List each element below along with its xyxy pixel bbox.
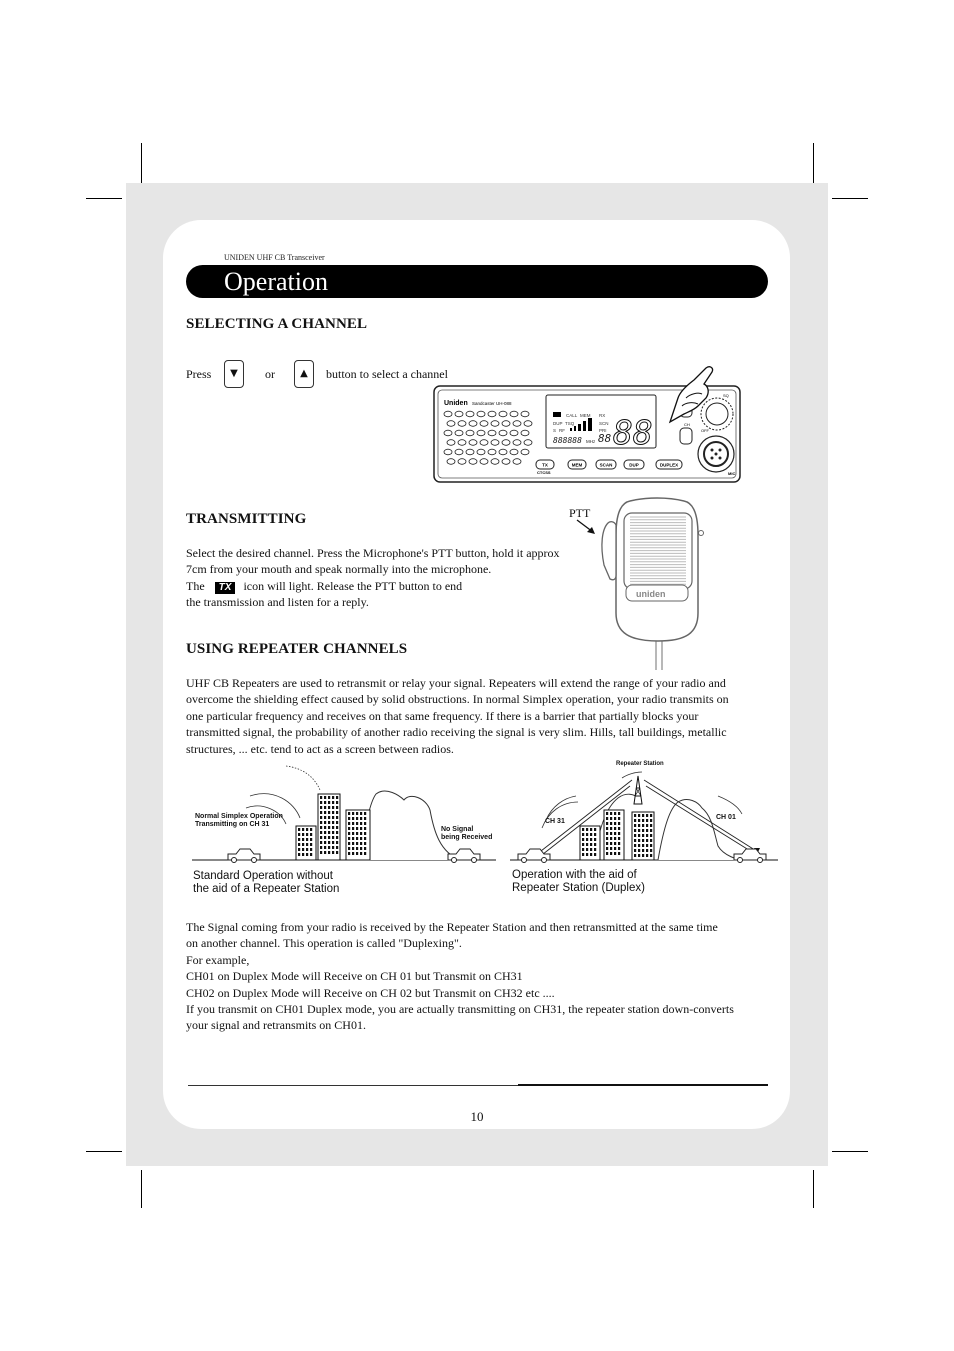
- microphone-illustration: [590, 495, 710, 675]
- diagram-label: Transmitting on CH 31: [195, 821, 270, 828]
- text-line: the transmission and listen for a reply.: [186, 595, 369, 610]
- crop-mark: [141, 1170, 142, 1208]
- svg-text:DUP: DUP: [629, 462, 639, 468]
- footer-rule: [188, 1085, 518, 1086]
- text-span: The: [186, 578, 205, 593]
- building-icon: [346, 810, 370, 860]
- car-icon: [228, 849, 260, 863]
- ctcss-label: CTCSS: [537, 470, 551, 475]
- diagram-label: CH 01: [716, 814, 736, 821]
- svg-text:MEM: MEM: [571, 462, 583, 468]
- diagram-caption: Operation with the aid of: [512, 869, 637, 881]
- radio-button: [568, 460, 586, 469]
- page-title: Operation: [224, 267, 328, 296]
- text-line: Select the desired channel. Press the Microphone's PTT button, hold it approx: [186, 546, 560, 560]
- crop-mark: [86, 198, 122, 199]
- repeater-heading: USING REPEATER CHANNELS: [186, 641, 408, 657]
- lcd-indicator: SCN: [599, 421, 609, 426]
- diagram-caption: Repeater Station (Duplex): [512, 882, 645, 894]
- radio-brand: Uniden: [444, 400, 468, 407]
- diagram-label: No Signal: [441, 826, 474, 833]
- lcd-indicator: CALL: [566, 413, 578, 418]
- knob-label: SQ: [723, 393, 729, 398]
- text-line: on another channel. This operation is called "Duplexing".: [186, 936, 462, 951]
- channel-down-key-icon: ▼: [224, 360, 244, 388]
- ptt-label: PTT: [569, 506, 591, 520]
- running-title: UNIDEN UHF CB Transceiver: [224, 253, 325, 262]
- ptt-button-icon: [602, 522, 616, 580]
- transmitting-heading: TRANSMITTING: [186, 511, 307, 527]
- lcd-indicator: TSQ: [565, 421, 575, 426]
- building-icon: [632, 812, 654, 860]
- text-line: CH02 on Duplex Mode will Receive on CH 02 but Transmit on CH32 etc ....: [186, 985, 555, 1000]
- radio-button: [624, 460, 644, 469]
- car-icon: [734, 849, 766, 863]
- crop-mark: [813, 1170, 814, 1208]
- radio-button: [596, 460, 616, 469]
- channel-up-key-icon: ▲: [294, 360, 314, 388]
- text-line: overcome the shielding effect caused by solid obstructions. In normal Simplex operation, your radio transmits on: [186, 692, 729, 707]
- buildings: [580, 810, 654, 860]
- diagram-label: being Received: [441, 834, 493, 841]
- text-line: [186, 578, 586, 594]
- lcd-indicator: PRI: [599, 428, 607, 433]
- text-span: icon will light. Release the PTT button to end: [243, 578, 463, 593]
- text-line: CH01 on Duplex Mode will Receive on CH 01 but Transmit on CH31: [186, 969, 523, 984]
- svg-text:DUPLEX: DUPLEX: [659, 462, 679, 468]
- or-label: or: [265, 367, 275, 381]
- knob-label: OFF: [701, 428, 709, 433]
- lcd-small-digits: 88: [598, 432, 612, 445]
- radio-model: Sandcaster UH-088: [472, 401, 512, 406]
- repeater-paragraph: [186, 675, 766, 757]
- tx-indicator-icon: [553, 412, 561, 417]
- building-icon: [296, 826, 316, 860]
- text-line: transmitted signal, the probability of another radio receiving the signal is very slim. Hills, tall buildings, metallic: [186, 725, 727, 740]
- crop-mark: [832, 1151, 868, 1152]
- duplex-paragraph: [186, 919, 766, 1034]
- diagram-label: Normal Simplex Operation: [195, 813, 283, 820]
- knob-label: CH: [684, 422, 690, 427]
- page-number: 10: [470, 1109, 484, 1124]
- footer-rule: [518, 1084, 768, 1086]
- text-line: structures, ... etc. tend to act as a screen between radios.: [186, 741, 454, 756]
- text-line: your signal and retransmits on CH01.: [186, 1018, 366, 1033]
- text-line: If you transmit on CH01 Duplex mode, you are actually transmitting on CH31, the repeater station down-converts: [186, 1002, 734, 1017]
- diagram-caption: Standard Operation without: [193, 870, 334, 882]
- car-icon: [448, 849, 480, 863]
- mic-brand: uniden: [636, 589, 666, 599]
- text-line: 7cm from your mouth and speak normally into the microphone.: [186, 562, 492, 577]
- lcd-indicator: RF: [559, 428, 565, 433]
- signal-meter-icon: [588, 418, 592, 431]
- building-icon: [604, 810, 624, 860]
- radio-button: [656, 460, 682, 469]
- lcd-indicator: MEM: [580, 413, 591, 418]
- radio-button: [536, 460, 554, 469]
- diagram-label: CH 31: [545, 818, 565, 825]
- buildings: [296, 794, 370, 860]
- tx-icon: TX: [215, 582, 236, 594]
- lcd-indicator: S: [553, 428, 557, 433]
- text-line: For example,: [186, 952, 250, 967]
- select-channel-text: button to select a channel: [326, 367, 448, 381]
- repeater-tower-icon: [634, 776, 642, 804]
- lcd-channel-digits: 88: [613, 413, 653, 452]
- diagram-label: Repeater Station: [616, 761, 664, 767]
- diagram-caption: the aid of a Repeater Station: [193, 883, 340, 895]
- text-line: The Signal coming from your radio is received by the Repeater Station and then retransmitted at the same time: [186, 920, 718, 934]
- lcd-indicator: DUP: [553, 421, 563, 426]
- duplex-diagram: [508, 762, 782, 866]
- building-icon: [318, 794, 340, 860]
- lcd-frequency: 888888: [553, 436, 582, 445]
- lcd-freq-unit: MHz: [586, 439, 596, 444]
- text-line: one particular frequency and receives on that same frequency. If there is a barrier that partially blocks your: [186, 708, 699, 723]
- lcd-indicator: RX: [599, 413, 606, 418]
- svg-text:SCAN: SCAN: [599, 462, 613, 468]
- press-label: Press: [186, 367, 212, 381]
- text-line: UHF CB Repeaters are used to retransmit or relay your signal. Repeaters will extend the range of your radio and: [186, 676, 726, 690]
- car-icon: [518, 849, 550, 863]
- crop-mark: [86, 1151, 122, 1152]
- selecting-heading: SELECTING A CHANNEL: [186, 316, 368, 332]
- building-icon: [580, 826, 600, 860]
- crop-mark: [832, 198, 868, 199]
- svg-text:TX: TX: [542, 462, 548, 468]
- knob-label: MIC: [728, 471, 736, 476]
- transmitting-paragraph: [186, 545, 586, 611]
- radio-illustration: [432, 362, 744, 484]
